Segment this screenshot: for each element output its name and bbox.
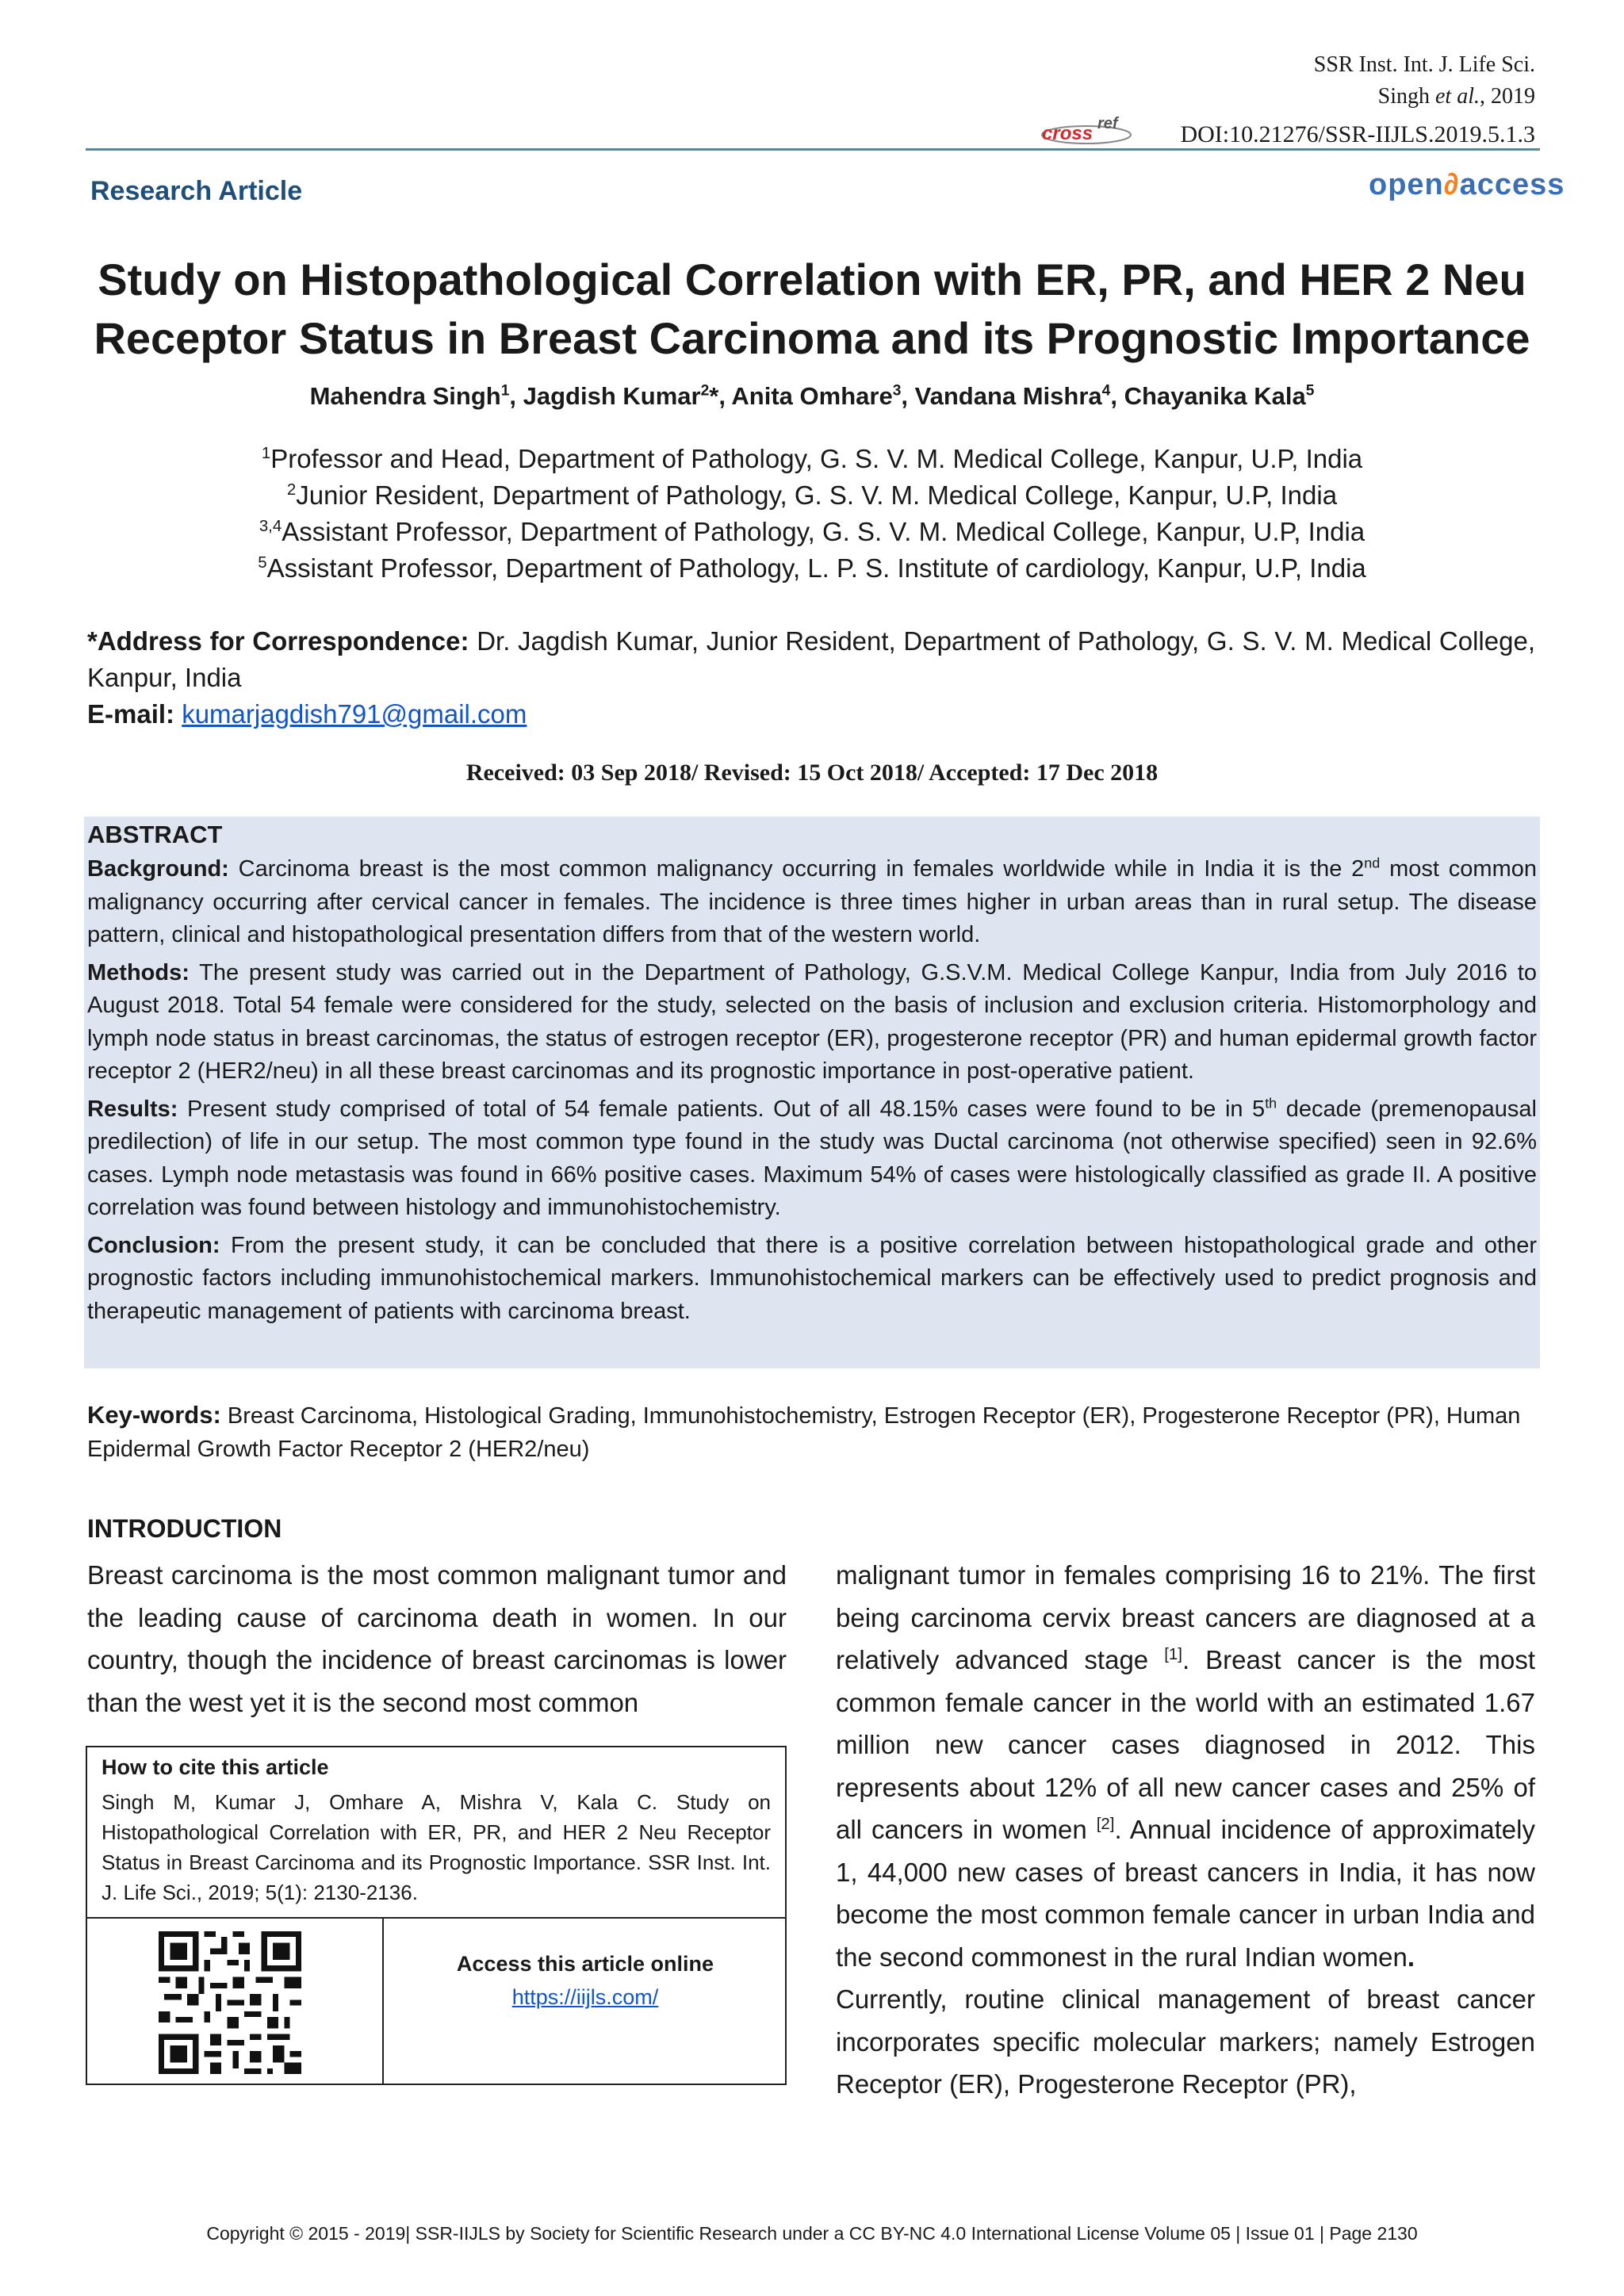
background-text-b: most common malignancy occurring after cervical cancer in females. The incidence is three times higher in urban areas than in rural setup. The disease pattern, clinical and histopathological presentation differs from that of the western world. [87, 856, 1537, 947]
correspondence-text: Dr. Jagdish Kumar, Junior Resident, Department of Pathology, G. S. V. M. Medical College, Kanpur, India [87, 626, 1535, 692]
cite-box [86, 1746, 787, 2085]
author: Vandana Mishra [914, 382, 1102, 410]
crossref-logo-icon[interactable] [1039, 111, 1158, 146]
journal-name: SSR Inst. Int. J. Life Sci. [1313, 52, 1535, 77]
intro-right-text-2: . Breast cancer is the most common female cancer in the world with an estimated 1.67 million new cancer cases diagnosed in 2012. This represents about 12% of all new cancer cases and 25% of all cancers in women [836, 1645, 1536, 1844]
running-authors-year: , 2019 [1480, 84, 1535, 109]
email-label: E-mail: [87, 699, 175, 729]
abstract-results [87, 1093, 1537, 1225]
corresponding-mark: * [709, 382, 719, 410]
svg-text:cross: cross [1042, 123, 1094, 144]
results-label: Results: [87, 1096, 178, 1122]
results-text-a: Present study comprised of total of 54 female patients. Out of all 48.15% cases were found to be in 5 [186, 1096, 1266, 1122]
intro-right-text-3: . Annual incidence of approximately 1, 44,000 new cases of breast cancers in India, it has now become the most common female cancer in urban India and the second commonest in the rural Indian women [836, 1815, 1535, 1972]
affil-text: Professor and Head, Department of Pathology, G. S. V. M. Medical College, Kanpur, U.P, India [270, 444, 1363, 473]
introduction-heading: INTRODUCTION [87, 1514, 282, 1543]
access-online-link[interactable]: https://iijls.com/ [511, 1985, 659, 2009]
author-sup: 3 [892, 382, 902, 400]
paper-title: Study on Histopathological Correlation with ER, PR, and HER 2 Neu Receptor Status in Breast Carcinoma and its Prognostic Importance [94, 254, 1530, 363]
email-line [87, 696, 527, 733]
citation-ref[interactable]: [1] [1164, 1645, 1182, 1663]
affil-sup: 3,4 [259, 517, 282, 535]
conclusion-label: Conclusion: [87, 1232, 220, 1258]
results-text-b: decade (premenopausal predilection) of life in our setup. The most common type found in the study was Ductal carcinoma (not otherwise specified) seen in 92.6% cases. Lymph node metastasis was found in 66% positive cases. Maximum 54% of cases were histologically classified as grade II. A positive correlation was found between histology and immunohistochemistry. [87, 1096, 1537, 1220]
author-list: Mahendra Singh$^1$, Jagdish Kumar$^2$*, Anita Omhare$^3$, Vandana Mishra$^4$, Chayanika Kala$^5$ [309, 382, 1315, 410]
author-sup: 4 [1101, 382, 1111, 400]
correspondence-label: *Address for Correspondence: [87, 626, 469, 656]
running-authors-etal: et al. [1435, 84, 1480, 109]
affiliation [63, 441, 1561, 477]
correspondence [87, 623, 1535, 696]
conclusion-text: From the present study, it can be concluded that there is a positive correlation between histopathological grade and other prognostic factors including immunohistochemical markers. Immunohistochemical markers can be effectively used to predict prognosis and therapeutic management of patients with carcinoma breast. [87, 1232, 1537, 1324]
author: Jagdish Kumar [523, 382, 701, 410]
author: Chayanika Kala [1124, 382, 1306, 410]
page-footer: Copyright © 2015 - 2019| SSR-IIJLS by Society for Scientific Research under a CC BY-NC 4.0 International License Volume 05 | Issue 01 | Page 2130 [206, 2223, 1418, 2244]
abstract-heading: ABSTRACT [87, 821, 223, 848]
author-sup: 1 [500, 382, 510, 400]
abstract-box [84, 817, 1540, 1368]
keywords [87, 1399, 1535, 1466]
intro-right-column [836, 1554, 1535, 2106]
intro-left-text: Breast carcinoma is the most common malignant tumor and the leading cause of carcinoma death in women. In our country, though the incidence of breast carcinomas is lower than the west yet it is the second most common [87, 1560, 787, 1717]
author: Mahendra Singh [309, 382, 501, 410]
article-type: Research Article [90, 176, 303, 206]
email-link[interactable]: kumarjagdish791@gmail.com [182, 699, 527, 729]
intro-left-column [87, 1554, 787, 1724]
background-label: Background: [87, 856, 229, 882]
cite-divider [87, 1917, 785, 1919]
qr-code-icon[interactable] [159, 1931, 301, 2074]
affil-text: Junior Resident, Department of Pathology, G. S. V. M. Medical College, Kanpur, U.P, India [296, 480, 1338, 510]
access-online-label: Access this article online [456, 1952, 714, 1976]
intro-right-para-1 [836, 1554, 1535, 1978]
author-sup: 5 [1305, 382, 1315, 400]
affiliation [63, 550, 1561, 587]
abstract-methods [87, 957, 1537, 1089]
intro-right-period: . [1407, 1942, 1415, 1972]
author-sup: 2 [700, 382, 710, 400]
article-dates: Received: 03 Sep 2018/ Revised: 15 Oct 2018/ Accepted: 17 Dec 2018 [465, 760, 1159, 786]
abstract-background [87, 853, 1537, 952]
svg-text:ref: ref [1097, 115, 1118, 132]
background-sup: nd [1364, 855, 1381, 871]
results-sup: th [1265, 1094, 1277, 1111]
keywords-text: Breast Carcinoma, Histological Grading, Immunohistochemistry, Estrogen Receptor (ER), Progesterone Receptor (PR), Human Epidermal Growth Factor Receptor 2 (HER2/neu) [87, 1403, 1521, 1462]
running-authors-name: Singh [1377, 84, 1435, 109]
cite-heading: How to cite this article [102, 1755, 329, 1779]
methods-label: Methods: [87, 959, 190, 985]
open-access-logo-icon: open∂access [1369, 168, 1565, 201]
intro-right-para-2: Currently, routine clinical management of breast cancer incorporates specific molecular markers; namely Estrogen Receptor (ER), Progesterone Receptor (PR), [836, 1984, 1535, 2099]
intro-right-text-1: malignant tumor in females comprising 16 to 21%. The first being carcinoma cervix breast cancers are diagnosed at a relatively advanced stage [836, 1560, 1535, 1674]
header-rule [86, 148, 1540, 151]
affiliations [63, 441, 1561, 587]
keywords-label: Key-words: [87, 1401, 221, 1429]
affil-text: Assistant Professor, Department of Pathology, L. P. S. Institute of cardiology, Kanpur, U.P, India [266, 553, 1366, 583]
affil-text: Assistant Professor, Department of Pathology, G. S. V. M. Medical College, Kanpur, U.P, India [282, 517, 1365, 546]
affil-sup: 2 [286, 480, 297, 499]
author: Anita Omhare [731, 382, 893, 410]
cite-text: Singh M, Kumar J, Omhare A, Mishra V, Kala C. Study on Histopathological Correlation with ER, PR, and HER 2 Neu Receptor Status in Breast Carcinoma and its Prognostic Importance. SSR Inst. Int. J. Life Sci., 2019; 5(1): 2130-2136. [102, 1790, 771, 1904]
affiliation [63, 514, 1561, 550]
citation-ref[interactable]: [2] [1096, 1815, 1115, 1833]
methods-text: The present study was carried out in the Department of Pathology, G.S.V.M. Medical College Kanpur, India from July 2016 to August 2018. Total 54 female were considered for the study, selected on the basis of inclusion and exclusion criteria. Histomorphology and lymph node status in breast carcinomas, the status of estrogen receptor (ER), progesterone receptor (PR) and human epidermal growth factor receptor 2 (HER2/neu) in all these breast carcinomas and its prognostic importance in post-operative patient. [87, 959, 1537, 1084]
abstract-conclusion [87, 1230, 1537, 1329]
background-text-a: Carcinoma breast is the most common malignancy occurring in females worldwide while in India it is the 2 [238, 856, 1365, 882]
affiliation [63, 477, 1561, 514]
doi[interactable]: DOI:10.21276/SSR-IIJLS.2019.5.1.3 [1180, 121, 1535, 147]
affil-sup: 1 [261, 444, 271, 462]
affil-sup: 5 [258, 553, 267, 572]
running-authors [1378, 81, 1535, 113]
